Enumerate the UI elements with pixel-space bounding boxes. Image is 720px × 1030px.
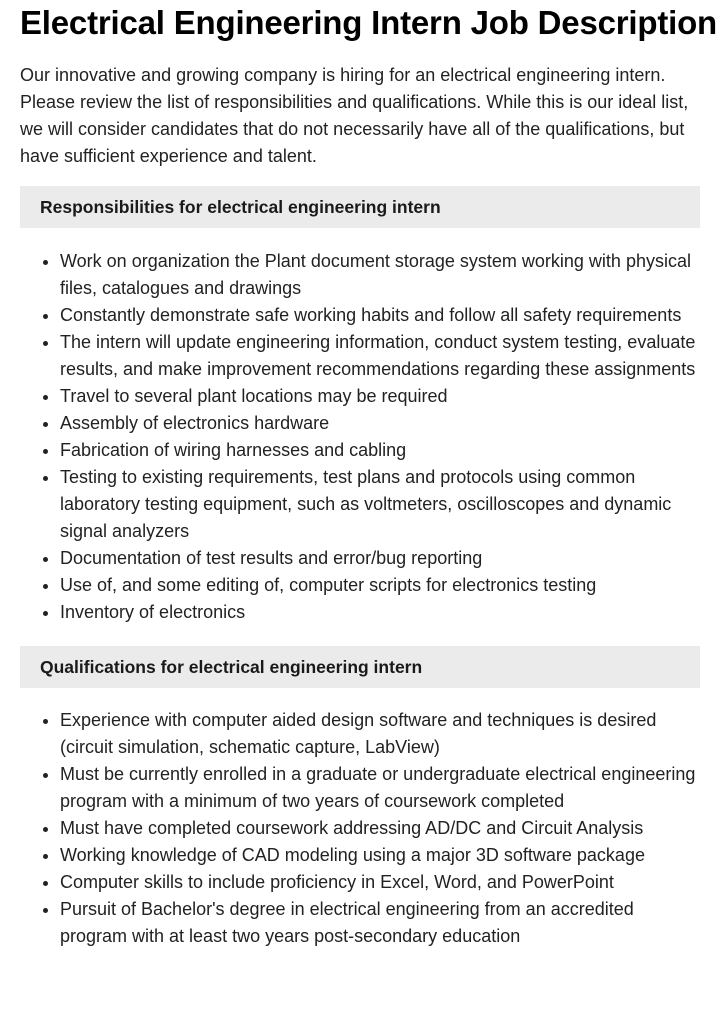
list-item: • Fabrication of wiring harnesses and cabling — [60, 437, 700, 464]
list-item: • Inventory of electronics — [60, 599, 700, 626]
list-item: • Documentation of test results and error/bug reporting — [60, 545, 700, 572]
list-item: • Testing to existing requirements, test plans and protocols using common laboratory testing equipment, such as voltmeters, oscilloscopes and dynamic signal analyzers — [60, 464, 700, 545]
list-item: • Must be currently enrolled in a graduate or undergraduate electrical engineering program with a minimum of two years of coursework completed — [60, 761, 700, 815]
list-item: • Experience with computer aided design software and techniques is desired (circuit simulation, schematic capture, LabView) — [60, 707, 700, 761]
list-item: • Travel to several plant locations may be required — [60, 383, 700, 410]
responsibilities-list — [20, 248, 700, 626]
list-item: • Use of, and some editing of, computer scripts for electronics testing — [60, 572, 700, 599]
list-item: • Working knowledge of CAD modeling using a major 3D software package — [60, 842, 700, 869]
list-item: • Pursuit of Bachelor's degree in electrical engineering from an accredited program with at least two years post-secondary education — [60, 896, 700, 950]
list-item: • Computer skills to include proficiency in Excel, Word, and PowerPoint — [60, 869, 700, 896]
qualifications-list — [20, 707, 700, 950]
list-item: • Assembly of electronics hardware — [60, 410, 700, 437]
page-title: Electrical Engineering Intern Job Description — [20, 4, 717, 41]
list-item: • Work on organization the Plant document storage system working with physical files, catalogues and drawings — [60, 248, 700, 302]
qualifications-heading: Qualifications for electrical engineering intern — [20, 646, 700, 688]
responsibilities-heading: Responsibilities for electrical engineering intern — [20, 186, 700, 228]
intro-paragraph: Our innovative and growing company is hiring for an electrical engineering intern. Please review the list of responsibilities and qualifications. While this is our ideal list, we will consider candidates that do not necessarily have all of the qualifications, but have sufficient experience and talent. — [20, 65, 689, 166]
list-item: • Constantly demonstrate safe working habits and follow all safety requirements — [60, 302, 700, 329]
list-item: • Must have completed coursework addressing AD/DC and Circuit Analysis — [60, 815, 700, 842]
list-item: • The intern will update engineering information, conduct system testing, evaluate results, and make improvement recommendations regarding these assignments — [60, 329, 700, 383]
